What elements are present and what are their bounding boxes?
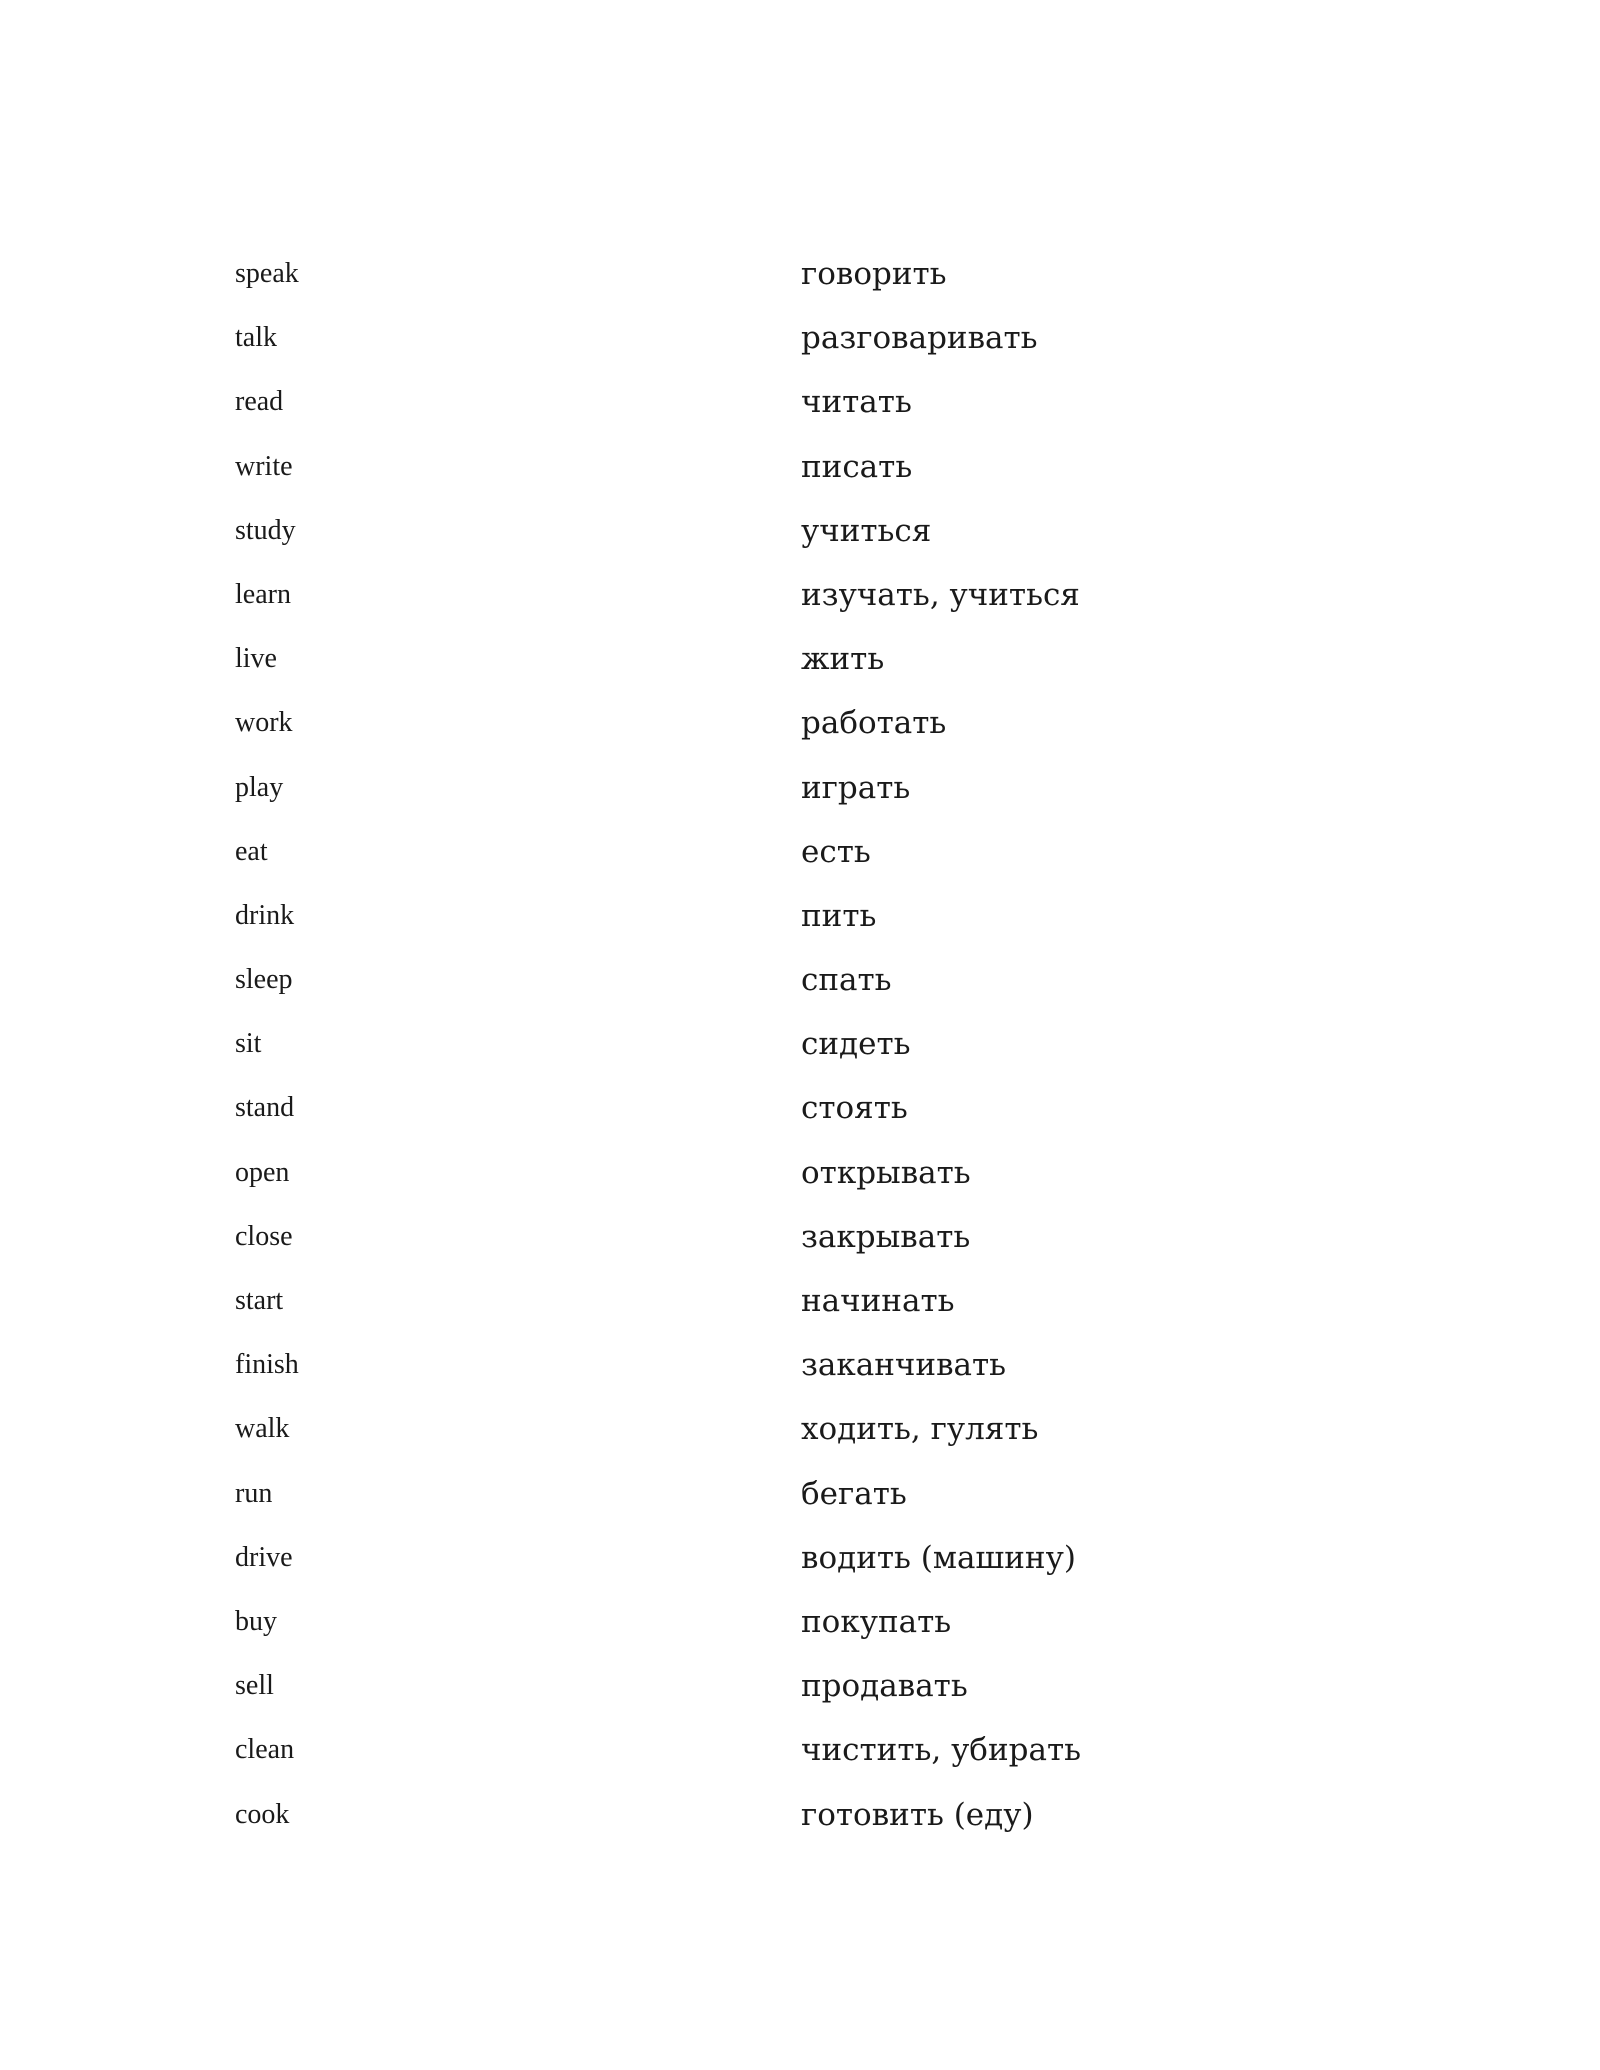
- russian-translation: покупать: [801, 1603, 952, 1640]
- russian-translation: читать: [801, 384, 912, 421]
- english-word: start: [235, 1285, 284, 1316]
- vocab-row: [235, 563, 1435, 627]
- english-word: drink: [235, 899, 295, 931]
- english-word: clean: [235, 1734, 295, 1766]
- vocab-row: [235, 948, 1435, 1012]
- english-word: read: [235, 386, 284, 418]
- english-word: write: [235, 450, 293, 482]
- russian-translation: сидеть: [801, 1026, 911, 1063]
- vocab-row: [235, 1076, 1435, 1140]
- vocab-row: [235, 1783, 1435, 1847]
- english-word: work: [235, 707, 293, 739]
- russian-translation: работать: [801, 705, 947, 742]
- russian-translation: ходить, гулять: [801, 1411, 1039, 1448]
- russian-translation: водить (машину): [801, 1539, 1076, 1576]
- vocab-row: [235, 1141, 1435, 1205]
- vocab-row: [235, 1462, 1435, 1526]
- russian-translation: говорить: [801, 256, 947, 292]
- english-word: close: [235, 1220, 293, 1252]
- english-word: stand: [235, 1092, 295, 1124]
- english-word: finish: [235, 1349, 299, 1381]
- russian-translation: заканчивать: [801, 1347, 1007, 1384]
- vocab-row: [235, 1718, 1435, 1782]
- russian-translation: писать: [801, 448, 913, 485]
- vocab-row: [235, 1269, 1435, 1333]
- vocab-row: [235, 1526, 1435, 1590]
- russian-translation: пить: [801, 897, 877, 934]
- russian-translation: учиться: [801, 512, 932, 549]
- russian-translation: жить: [801, 641, 885, 678]
- russian-translation: спать: [801, 962, 892, 999]
- english-word: open: [235, 1156, 290, 1188]
- english-word: speak: [235, 258, 299, 289]
- russian-translation: бегать: [801, 1475, 907, 1512]
- english-word: drive: [235, 1541, 293, 1573]
- russian-translation: есть: [801, 833, 871, 870]
- english-word: sit: [235, 1028, 262, 1060]
- english-word: live: [235, 643, 277, 675]
- english-word: cook: [235, 1798, 290, 1830]
- english-word: walk: [235, 1413, 290, 1445]
- vocab-row: [235, 1590, 1435, 1654]
- russian-translation: изучать, учиться: [801, 576, 1080, 613]
- english-word: study: [235, 514, 296, 546]
- vocab-row: [235, 370, 1435, 434]
- vocab-row: [235, 1012, 1435, 1076]
- english-word: play: [235, 771, 284, 803]
- vocab-row: [235, 820, 1435, 884]
- russian-translation: готовить (еду): [801, 1796, 1034, 1833]
- vocab-row: [235, 499, 1435, 563]
- vocab-row: [235, 756, 1435, 820]
- russian-translation: открывать: [801, 1154, 971, 1191]
- vocab-row: [235, 306, 1435, 370]
- english-word: learn: [235, 578, 291, 610]
- russian-translation: начинать: [801, 1283, 955, 1319]
- english-word: eat: [235, 835, 268, 867]
- russian-translation: стоять: [801, 1090, 908, 1127]
- vocab-row: [235, 691, 1435, 755]
- russian-translation: чистить, убирать: [801, 1732, 1081, 1769]
- russian-translation: продавать: [801, 1668, 968, 1705]
- vocabulary-list: [235, 242, 1435, 1847]
- english-word: sleep: [235, 964, 293, 996]
- english-word: talk: [235, 322, 277, 354]
- vocab-row: [235, 435, 1435, 499]
- english-word: sell: [235, 1670, 274, 1702]
- vocab-row: [235, 884, 1435, 948]
- russian-translation: закрывать: [801, 1218, 971, 1255]
- vocab-row: [235, 242, 1435, 306]
- russian-translation: играть: [801, 769, 911, 806]
- english-word: run: [235, 1477, 273, 1509]
- vocab-row: [235, 1654, 1435, 1718]
- vocab-row: [235, 1333, 1435, 1397]
- vocab-row: [235, 627, 1435, 691]
- english-word: buy: [235, 1605, 277, 1637]
- vocab-row: [235, 1397, 1435, 1461]
- vocab-row: [235, 1205, 1435, 1269]
- russian-translation: разговаривать: [801, 320, 1038, 357]
